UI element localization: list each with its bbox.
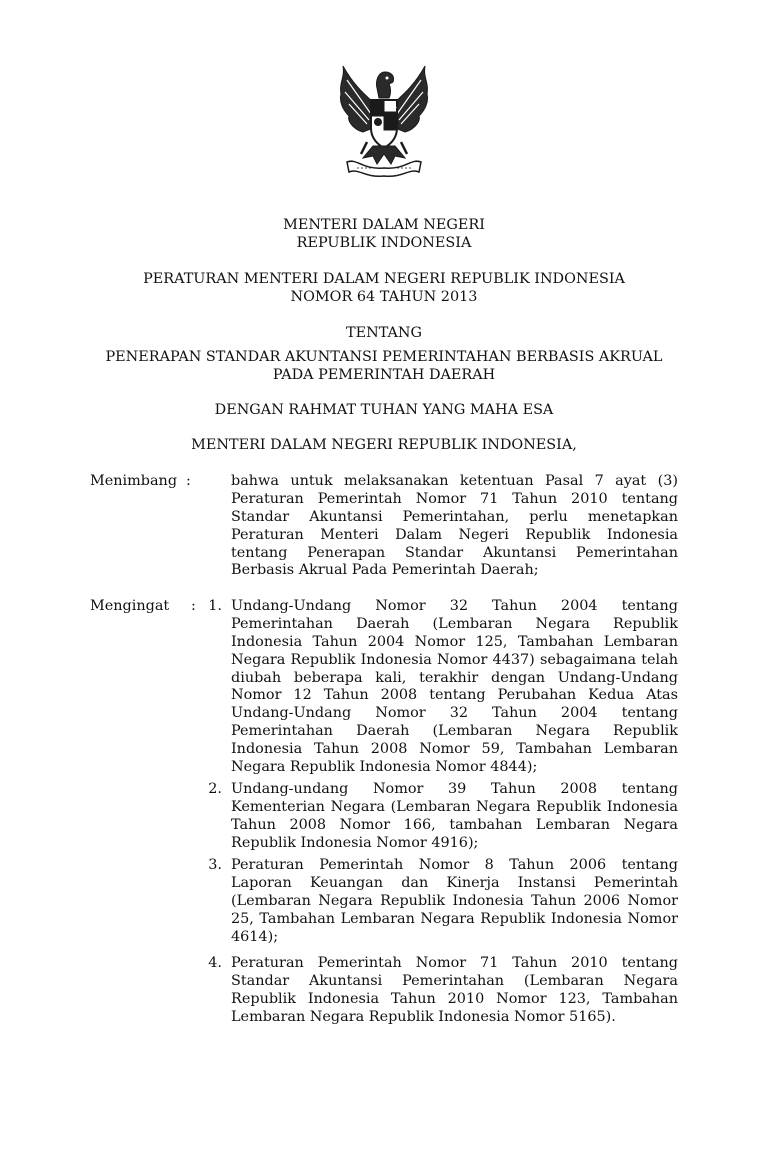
item-number-4: 4. — [208, 955, 222, 971]
paragraph-line: Peraturan Menteri Dalam Negeri Republik Indonesia — [231, 526, 678, 543]
paragraph-line: Standar Akuntansi Pemerintahan (Lembaran Negara — [231, 972, 678, 989]
item-number-3: 3. — [208, 857, 222, 873]
paragraph-line: Laporan Keuangan dan Kinerja Instansi Pemerintah — [231, 874, 678, 891]
subject-line-2: PADA PEMERINTAH DAERAH — [272, 367, 496, 383]
paragraph-line: Standar Akuntansi Pemerintahan, perlu menetapkan — [231, 508, 678, 525]
paragraph-line: Undang-Undang Nomor 32 Tahun 2004 tentang — [231, 598, 678, 614]
menimbang-label: Menimbang — [90, 473, 178, 489]
paragraph-line: Peraturan Pemerintah Nomor 71 Tahun 2010 tentang — [231, 955, 678, 971]
paragraph-line: tentang Penerapan Standar Akuntansi Pemerintahan — [231, 544, 678, 561]
item-number-2: 2. — [208, 781, 222, 797]
paragraph-line: bahwa untuk melaksanakan ketentuan Pasal 7 ayat (3) — [231, 473, 678, 489]
menimbang-colon: : — [186, 473, 191, 489]
paragraph-line: Peraturan Pemerintah Nomor 8 Tahun 2006 tentang — [231, 857, 678, 873]
paragraph-line: Kementerian Negara (Lembaran Negara Republik Indonesia — [231, 798, 678, 815]
invocation: DENGAN RAHMAT TUHAN YANG MAHA ESA — [214, 402, 554, 418]
subject-line-1: PENERAPAN STANDAR AKUNTANSI PEMERINTAHAN BERBASIS AKRUAL — [105, 349, 663, 365]
paragraph-line: Undang-Undang Nomor 32 Tahun 2004 tentang — [231, 705, 678, 722]
issuer-line: MENTERI DALAM NEGERI REPUBLIK INDONESIA, — [191, 437, 577, 453]
paragraph-line: Pemerintahan Daerah (Lembaran Negara Republik — [231, 723, 678, 740]
paragraph-line: Negara Republik Indonesia Nomor 4844); — [231, 759, 538, 776]
republic-title: REPUBLIK INDONESIA — [296, 235, 472, 251]
paragraph-line: Republik Indonesia Tahun 2010 Nomor 123, Tambahan — [231, 990, 678, 1007]
paragraph-line: Pemerintahan Daerah (Lembaran Negara Republik — [231, 615, 678, 632]
minister-title: MENTERI DALAM NEGERI — [283, 217, 485, 233]
regulation-number: NOMOR 64 TAHUN 2013 — [290, 289, 478, 305]
paragraph-line: diubah beberapa kali, terakhir dengan Undang-Undang — [231, 669, 678, 686]
paragraph-line: Tahun 2008 Nomor 166, tambahan Lembaran Negara — [231, 816, 678, 833]
mengingat-item-2 — [231, 781, 678, 853]
regulation-title: PERATURAN MENTERI DALAM NEGERI REPUBLIK INDONESIA — [143, 271, 625, 287]
paragraph-line: (Lembaran Negara Republik Indonesia Tahun 2006 Nomor — [231, 892, 678, 909]
paragraph-line: Lembaran Negara Republik Indonesia Nomor 5165). — [231, 1008, 616, 1025]
mengingat-colon: : — [191, 598, 196, 614]
paragraph-line: Undang-undang Nomor 39 Tahun 2008 tentang — [231, 781, 678, 797]
mengingat-item-1 — [231, 598, 678, 777]
mengingat-item-3 — [231, 857, 678, 946]
mengingat-label: Mengingat — [90, 598, 170, 614]
paragraph-line: Negara Republik Indonesia Nomor 4437) sebagaimana telah — [231, 651, 678, 668]
paragraph-line: Peraturan Pemerintah Nomor 71 Tahun 2010 tentang — [231, 490, 678, 507]
paragraph-line: Indonesia Tahun 2008 Nomor 59, Tambahan Lembaran — [231, 741, 678, 758]
paragraph-line: Republik Indonesia Nomor 4916); — [231, 834, 479, 851]
garuda-emblem-icon — [333, 58, 435, 180]
about-heading: TENTANG — [346, 325, 422, 341]
paragraph-line: 25, Tambahan Lembaran Negara Republik Indonesia Nomor — [231, 910, 678, 927]
mengingat-item-4 — [231, 955, 678, 1027]
item-number-1: 1. — [208, 598, 222, 614]
paragraph-line: Berbasis Akrual Pada Pemerintah Daerah; — [231, 562, 539, 579]
menimbang-paragraph — [231, 473, 678, 580]
paragraph-line: Indonesia Tahun 2004 Nomor 125, Tambahan Lembaran — [231, 633, 678, 650]
paragraph-line: 4614); — [231, 928, 279, 945]
paragraph-line: Nomor 12 Tahun 2008 tentang Perubahan Kedua Atas — [231, 687, 678, 704]
